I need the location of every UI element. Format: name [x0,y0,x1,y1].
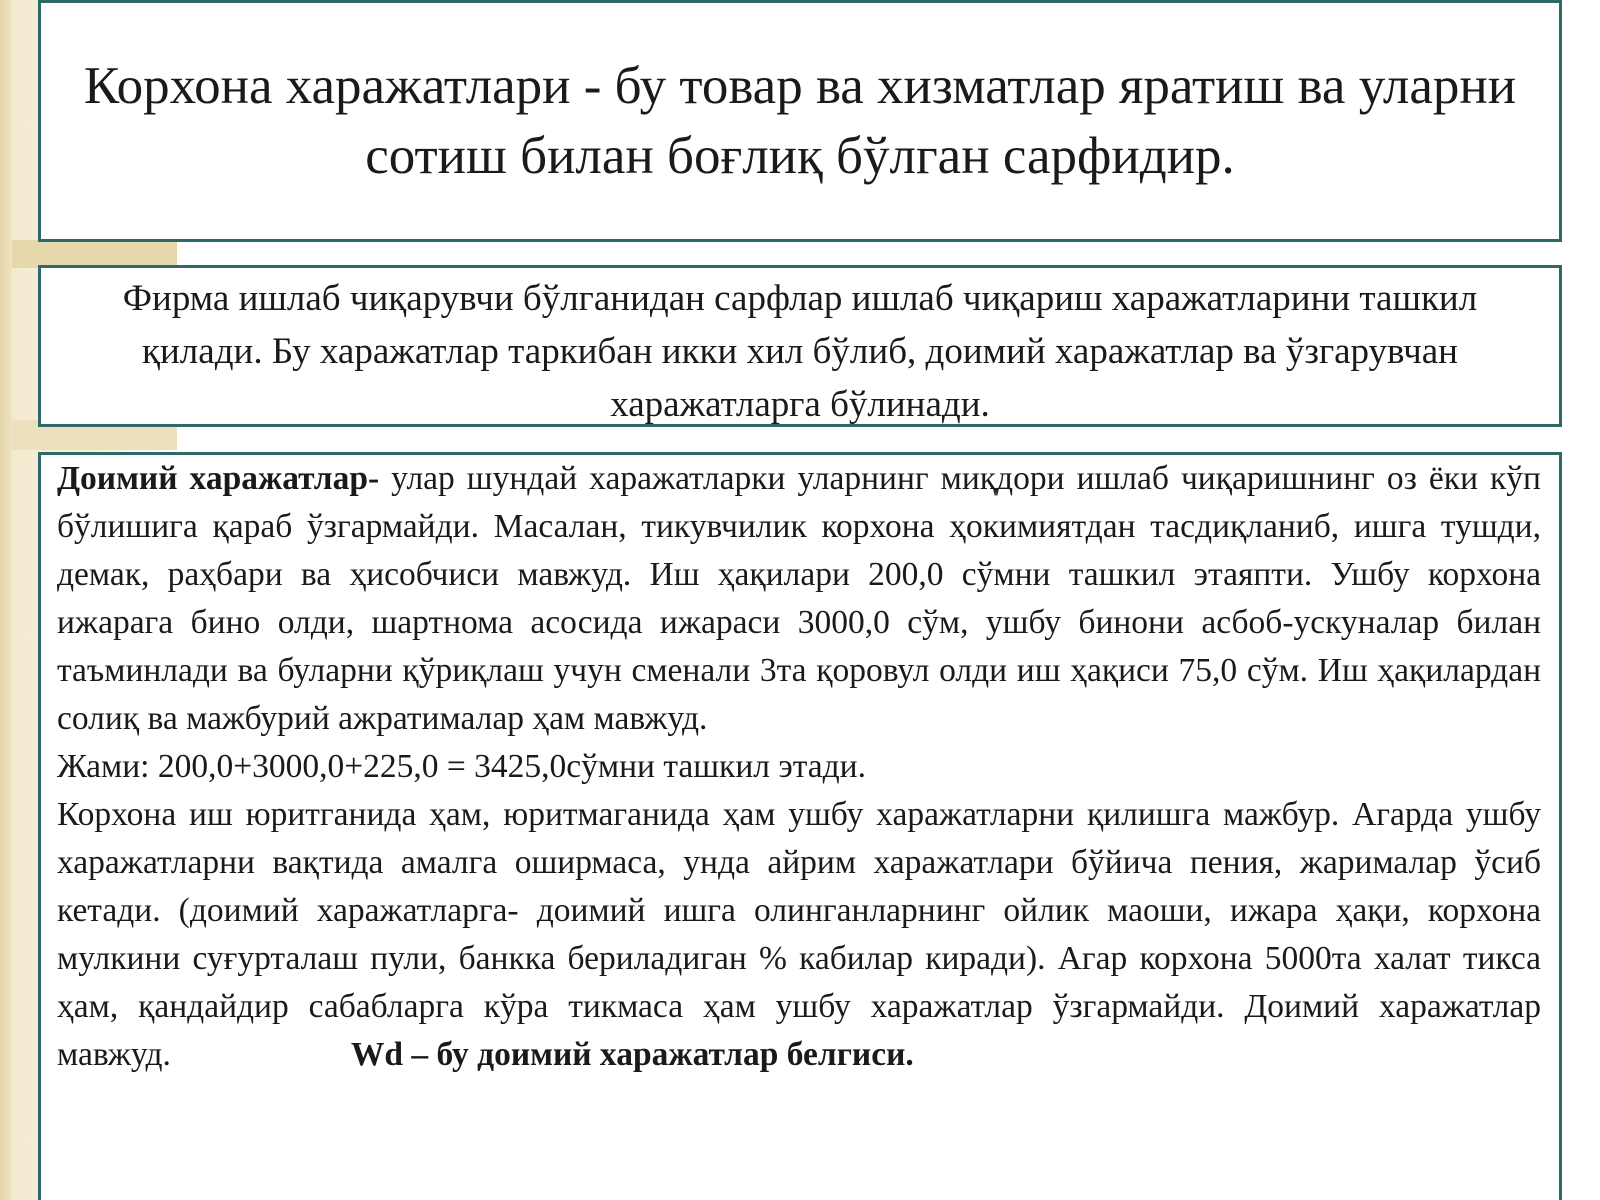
fixed-costs-box [38,452,1562,1200]
fixed-costs-definition: улар шундай харажатларки уларнинг миқдори ишлаб чиқаришнинг оз ёки кўп бўлишига қараб ўзгармайди. Масалан, тикувчилик корхона ҳокимиятдан тасдиқланиб, ишга тушди, демак, раҳбари ва ҳисобчиси мавжуд. Иш ҳақилари 200,0 сўмни ташкил этаяпти. Ушбу корхона ижарага бино олди, шартнома асосида ижараси 3000,0 сўм, ушбу бинони асбоб-ускуналар билан таъминлади ва буларни қўриқлаш учун сменали 3та қоровул олди иш ҳақиси 75,0 сўм. Иш ҳақилардан солиқ ва мажбурий ажратималар ҳам мавжуд. [57,460,1541,737]
fixed-costs-total: Жами: 200,0+3000,0+225,0 = 3425,0сўмни ташкил этади. [57,748,866,785]
intro-text: Фирма ишлаб чиқарувчи бўлганидан сарфлар ишлаб чиқариш харажатларини ташкил қилади. Бу харажатлар таркибан икки хил бўлиб, доимий харажатлар ва ўзгарувчан харажатларга бўлинади. [122,278,1478,425]
fixed-costs-explanation: Корхона иш юритганида ҳам, юритмаганида ҳам ушбу харажатларни қилишга мажбур. Агарда ушбу харажатларни вақтида амалга оширмаса, унда айрим харажатлари бўйича пения, жарималар ўсиб кетади. (доимий харажатларга- доимий ишга олинганларнинг ойлик маоши, ижара ҳақи, корхона мулкини суғурталаш пули, банкка бериладиган % кабилар киради). Агар корхона 5000та халат тикса ҳам, қандайдир сабабларга кўра тикмаса ҳам ушбу харажатлар ўзгармайди. Доимий харажатлар мавжуд. [57,796,1541,1073]
fixed-costs-explanation-paragraph [57,791,1541,1079]
fixed-costs-term: Доимий харажатлар- [57,460,380,497]
fixed-costs-definition-paragraph [57,455,1541,743]
definition-box [38,0,1562,242]
definition-text: Корхона харажатлари - бу товар ва хизматлар яратиш ва уларни сотиш билан боғлиқ бўлган сарфидир. [83,57,1517,185]
intro-box [38,265,1562,427]
fixed-costs-symbol-note: Wd – бу доимий харажатлар белгиси. [350,1036,914,1073]
decorative-strip [12,240,177,268]
left-decorative-band [0,0,12,1200]
fixed-costs-body [41,455,1559,1079]
